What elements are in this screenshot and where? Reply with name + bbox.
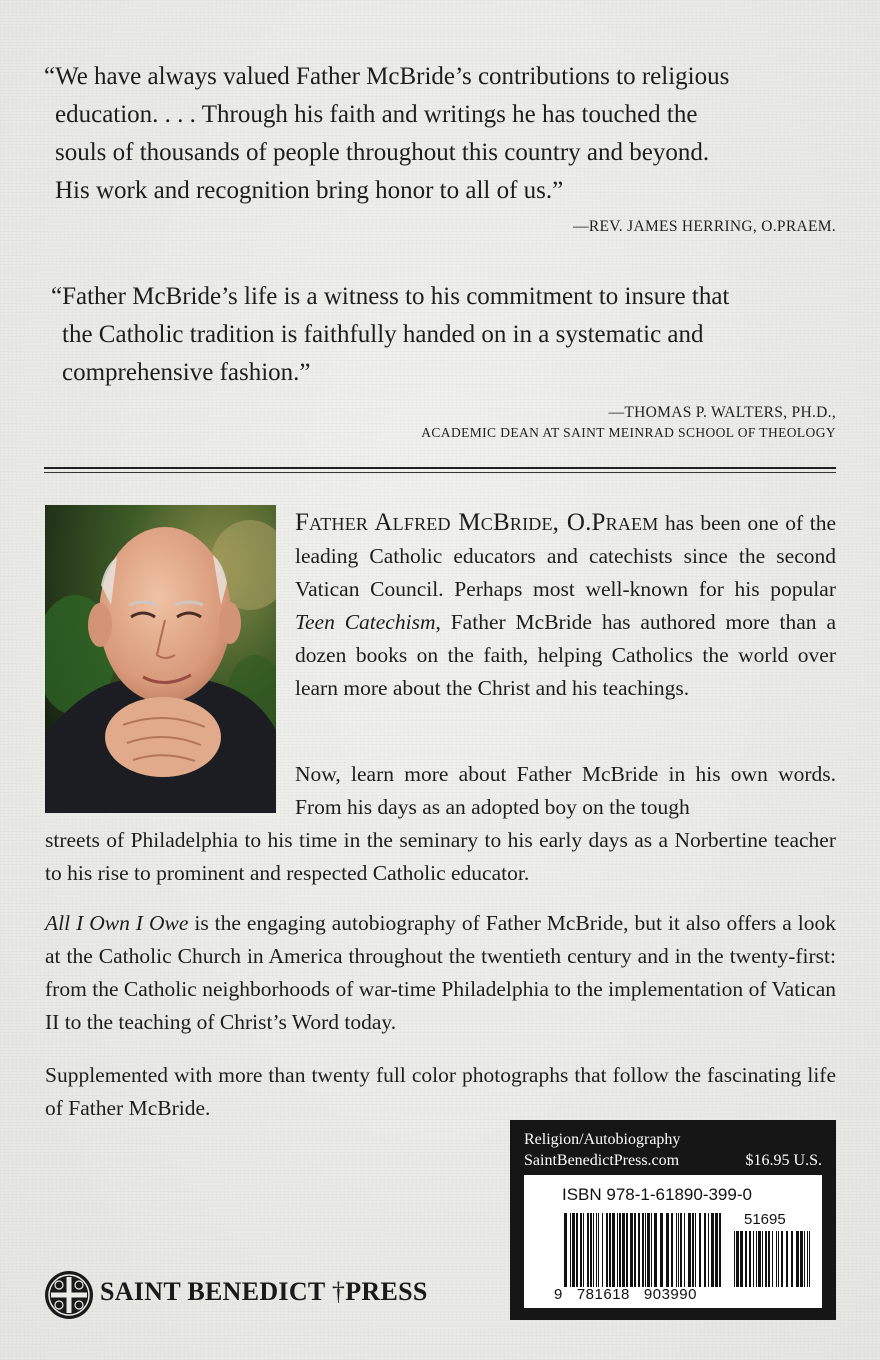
barcode-bar	[590, 1213, 592, 1287]
bio-paragraph-2-end	[45, 824, 836, 890]
barcode-bar	[745, 1231, 747, 1287]
barcode-bar	[645, 1213, 646, 1287]
price-label: $16.95 U.S.	[745, 1152, 822, 1169]
addon-digits: 51695	[744, 1211, 786, 1228]
barcode-bar	[778, 1231, 779, 1287]
barcode-bar	[740, 1231, 743, 1287]
bio-text: is the engaging autobiography of Father McBride, but it also offers a look at the Catholic Church in America throughout the twentieth century and in the twenty-first: from the Catholic neighborhoods of war-time Philadelphia to the implementation of Vatican II to the teaching of Christ’s Word today.	[45, 911, 836, 1034]
quote-line: education. . . . Through his faith and writings he has touched the	[55, 101, 698, 128]
cross-icon: †	[331, 1277, 346, 1306]
barcode-bar	[699, 1213, 701, 1287]
medal-icon	[44, 1270, 94, 1320]
testimonial-2	[51, 278, 730, 392]
barcode-bar	[617, 1213, 618, 1287]
barcode-bar	[612, 1213, 615, 1287]
testimonial-2-attribution	[421, 403, 836, 443]
barcode-bar	[791, 1231, 793, 1287]
barcode-bar	[765, 1231, 767, 1287]
barcode-bar	[570, 1213, 571, 1287]
barcode-bar	[711, 1213, 714, 1287]
barcode-bar	[786, 1231, 788, 1287]
barcode-bar	[630, 1213, 633, 1287]
barcode-bar	[753, 1231, 754, 1287]
barcode-bar	[736, 1231, 739, 1287]
barcode-bar	[688, 1213, 691, 1287]
barcode-bar	[719, 1213, 721, 1287]
bio-paragraph-4	[45, 1059, 836, 1125]
attribution-name: —THOMAS P. WALTERS, PH.D.,	[608, 404, 836, 421]
barcode-bar	[734, 1231, 735, 1287]
bio-text: has been one of the leading Catholic educators and catechists since the second Vatican Council. Perhaps most well-known for his popular	[295, 511, 836, 601]
barcode-bar	[651, 1213, 652, 1287]
barcode-bar	[749, 1231, 751, 1287]
category-label: Religion/Autobiography	[524, 1131, 681, 1148]
publisher-name	[100, 1277, 428, 1307]
barcode-bar	[809, 1231, 810, 1287]
barcode-bar	[583, 1213, 584, 1287]
barcode-bar	[671, 1213, 673, 1287]
barcode-bar	[776, 1231, 777, 1287]
bio-paragraph-1	[295, 506, 836, 705]
testimonial-1	[44, 58, 730, 210]
bio-text: Supplemented with more than twenty full color photographs that follow the fascinating life of Father McBride.	[45, 1063, 836, 1120]
barcode-bar	[564, 1213, 567, 1287]
quote-line: “Father McBride’s life is a witness to his commitment to insure that	[51, 283, 730, 310]
barcode-bar	[654, 1213, 657, 1287]
barcode-bar	[634, 1213, 636, 1287]
barcode-bar	[609, 1213, 611, 1287]
barcode-bar	[580, 1213, 582, 1287]
barcode-bar	[622, 1213, 625, 1287]
barcode-bar	[695, 1213, 696, 1287]
barcode-bar	[768, 1231, 770, 1287]
barcode-bar	[626, 1213, 628, 1287]
barcode-addon-bars	[734, 1231, 814, 1287]
barcode-bar	[800, 1231, 803, 1287]
barcode-bar	[704, 1213, 706, 1287]
quote-line: His work and recognition bring honor to all of us.”	[55, 177, 564, 204]
isbn-text: ISBN 978-1-61890-399-0	[562, 1185, 752, 1204]
barcode-bar	[708, 1213, 709, 1287]
barcode-bar	[638, 1213, 640, 1287]
quote-line: comprehensive fashion.”	[62, 359, 311, 386]
barcode-bar	[756, 1231, 757, 1287]
quote-line: souls of thousands of people throughout this country and beyond.	[55, 139, 710, 166]
barcode-bar	[781, 1231, 783, 1287]
website-label: SaintBenedictPress.com	[524, 1152, 680, 1169]
barcode-box	[510, 1120, 836, 1320]
barcode-bar	[606, 1213, 608, 1287]
publisher-word-press: PRESS	[345, 1277, 428, 1306]
publisher-word-benedict: BENEDICT	[187, 1277, 326, 1306]
bio-text: streets of Philadelphia to his time in the seminary to his early days as a Norbertine teacher to his rise to prominent and respected Catholic educator.	[45, 828, 836, 885]
barcode-bar	[587, 1213, 589, 1287]
barcode-bar	[602, 1213, 603, 1287]
bio-paragraph-3	[45, 907, 836, 1039]
barcode-panel	[524, 1175, 822, 1308]
barcode-bar	[678, 1213, 679, 1287]
barcode-bar	[593, 1213, 594, 1287]
barcode-bar	[642, 1213, 644, 1287]
barcode-bar	[680, 1213, 682, 1287]
barcode-bar	[598, 1213, 599, 1287]
barcode-bar	[666, 1213, 669, 1287]
quote-line: the Catholic tradition is faithfully handed on in a systematic and	[62, 321, 704, 348]
barcode-digits: 9 781618 903990	[554, 1286, 697, 1303]
barcode-bar	[804, 1231, 805, 1287]
author-photo	[45, 505, 276, 813]
attribution-title: ACADEMIC DEAN AT SAINT MEINRAD SCHOOL OF THEOLOGY	[421, 425, 836, 440]
barcode-bar	[684, 1213, 685, 1287]
section-divider	[44, 467, 836, 473]
barcode-bar	[572, 1213, 575, 1287]
quote-line: “We have always valued Father McBride’s contributions to religious	[44, 63, 730, 90]
barcode-bars	[564, 1213, 724, 1287]
barcode-bar	[676, 1213, 677, 1287]
barcode-bar	[807, 1231, 808, 1287]
bio-paragraph-2-start	[295, 758, 836, 824]
testimonial-1-attribution	[573, 217, 836, 237]
barcode-bar	[762, 1231, 763, 1287]
publisher-word-saint: SAINT	[100, 1277, 181, 1306]
book-title-teen-catechism: Teen Catechism	[295, 610, 436, 634]
bio-text: , Father McBride has authored more than a dozen books on the faith, helping Catholics the world over learn more about the Christ and his teachings.	[295, 610, 836, 700]
barcode-bar	[619, 1213, 621, 1287]
author-name: Father Alfred McBride, O.Praem	[295, 509, 659, 536]
barcode-bar	[596, 1213, 597, 1287]
attribution-text: —REV. JAMES HERRING, O.PRAEM.	[573, 218, 836, 235]
barcode-bar	[647, 1213, 650, 1287]
bio-text: Now, learn more about Father McBride in his own words. From his days as an adopted boy on the tough	[295, 762, 836, 819]
barcode-bar	[715, 1213, 718, 1287]
barcode-bar	[796, 1231, 799, 1287]
barcode-bar	[692, 1213, 694, 1287]
barcode-bar	[758, 1231, 761, 1287]
book-title: All I Own I Owe	[45, 911, 189, 935]
barcode-bar	[772, 1231, 773, 1287]
barcode-bar	[660, 1213, 663, 1287]
barcode-bar	[576, 1213, 578, 1287]
